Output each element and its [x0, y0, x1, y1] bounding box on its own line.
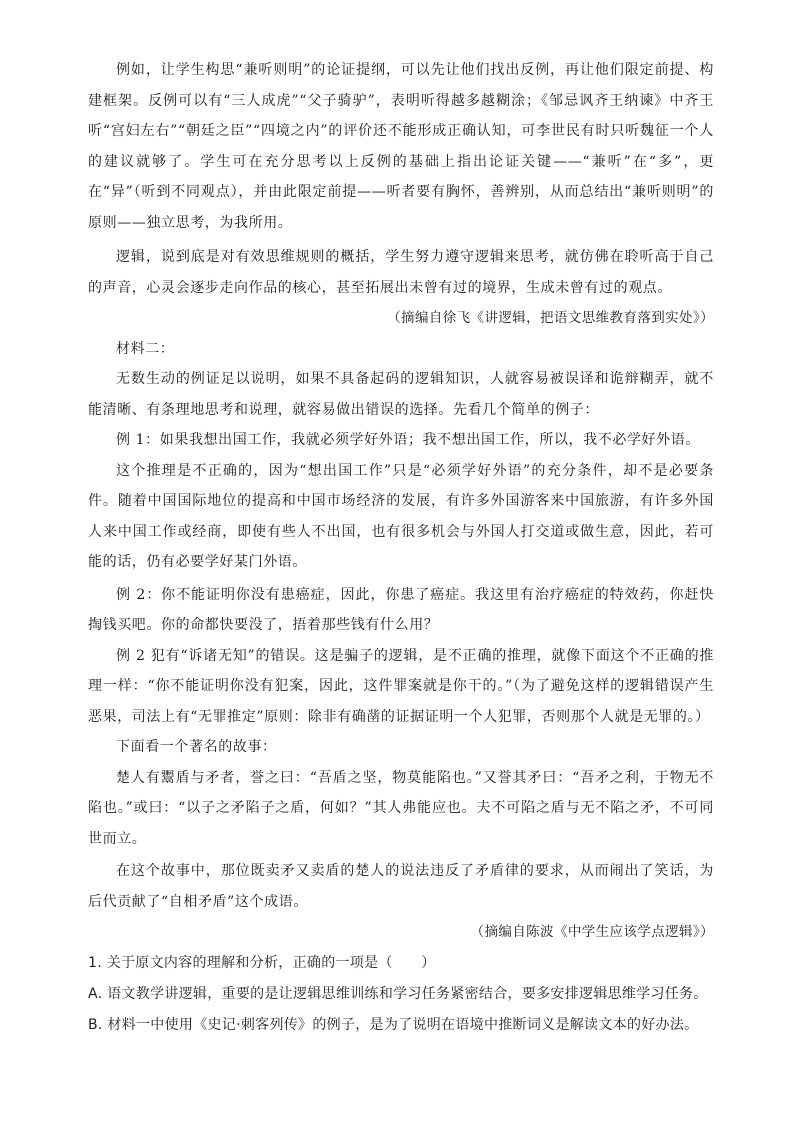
question-stem: 1. 关于原文内容的理解和分析，正确的一项是（ ） [88, 954, 436, 971]
material-two-heading: 材料二： [116, 340, 175, 357]
paragraph-story-intro: 下面看一个著名的故事： [116, 739, 277, 755]
paragraph-spear-shield-story: 楚人有鬻盾与矛者，誉之曰：“吾盾之坚，物莫能陷也。”又誉其矛曰：“吾矛之利，于物无不陷也。”或曰：“以子之矛陷子之盾，何如？”其人弗能应也。夫不可陷之盾与无不陷之矛，不可同世而立。 [88, 769, 714, 847]
paragraph-logic-knowledge: 无数生动的例证足以说明，如果不具备起码的逻辑知识，人就容易被误译和诡辩糊弄，就不能清晰、有条理地思考和说理，就容易做出错误的选择。先看几个简单的例子： [88, 371, 714, 418]
source-citation-material-two: （摘编自陈波《中学生应该学点逻辑》） [470, 924, 714, 940]
paragraph-argument-outline-example: 例如，让学生构思“兼听则明”的论证提纲，可以先让他们找出反例，再让他们限定前提、构建框架。反例可以有“三人成虎”“父子骑驴”，表明听得越多越糊涂；《邹忌讽齐王纳谏》中齐王听“宫妇左右”“朝廷之臣”“四境之内”的评价还不能形成正确认知，可李世民有时只听魏征一个人的建议就够了。学生可在充分思考以上反例的基础上指出论证关键——“兼听”在“多”，更在“异”（听到不同观点），并由此限定前提——听者要有胸怀，善辨别，从而总结出“兼听则明”的原则——独立思考，为我所用。 [88, 62, 714, 231]
example-one: 例 1：如果我想出国工作，我就必须学好外语；我不想出国工作，所以，我不必学好外语。 [116, 432, 700, 448]
paragraph-story-conclusion: 在这个故事中，那位既卖矛又卖盾的楚人的说法违反了矛盾律的要求，从而闹出了笑话，为后代贡献了“自相矛盾”这个成语。 [88, 863, 714, 910]
question-option-b: B. 材料一中使用《史记·刺客列传》的例子，是为了说明在语境中推断词义是解读文本的好办法。 [88, 1016, 699, 1033]
paragraph-example-two-analysis: 例 2 犯有“诉诸无知”的错误。这是骗子的逻辑，是不正确的推理，就像下面这个不正确的推理一样：“你不能证明你没有犯案，因此，这件罪案就是你干的。”（为了避免这样的逻辑错误产生恶果，司法上有“无罪推定”原则：除非有确凿的证据证明一个人犯罪，否则那个人就是无罪的。） [88, 647, 714, 725]
paragraph-logic-definition: 逻辑，说到底是对有效思维规则的概括，学生努力遵守逻辑来思考，就仿佛在聆听高于自己的声音，心灵会逐步走向作品的核心，甚至拓展出未曾有过的境界，生成未曾有过的观点。 [88, 249, 714, 296]
paragraph-example-one-analysis: 这个推理是不正确的，因为“想出国工作”只是“必须学好外语”的充分条件，却不是必要条件。随着中国国际地位的提高和中国市场经济的发展，有许多外国游客来中国旅游，有许多外国人来中国工作或经商，即使有些人不出国，也有很多机会与外国人打交道或做生意，因此，若可能的话，仍有必要学好某门外语。 [88, 462, 714, 570]
question-option-a: A. 语文教学讲逻辑，重要的是让逻辑思维训练和学习任务紧密结合，要多安排逻辑思维学习任务。 [88, 985, 708, 1002]
source-citation-material-one: （摘编自徐飞《讲逻辑，把语文思维教育落到实处》） [387, 310, 714, 326]
document-page [88, 55, 714, 1041]
example-two: 例 2：你不能证明你没有患癌症，因此，你患了癌症。我这里有治疗癌症的特效药，你赶快掏钱买吧。你的命都快要没了，捂着那些钱有什么用？ [88, 586, 714, 633]
